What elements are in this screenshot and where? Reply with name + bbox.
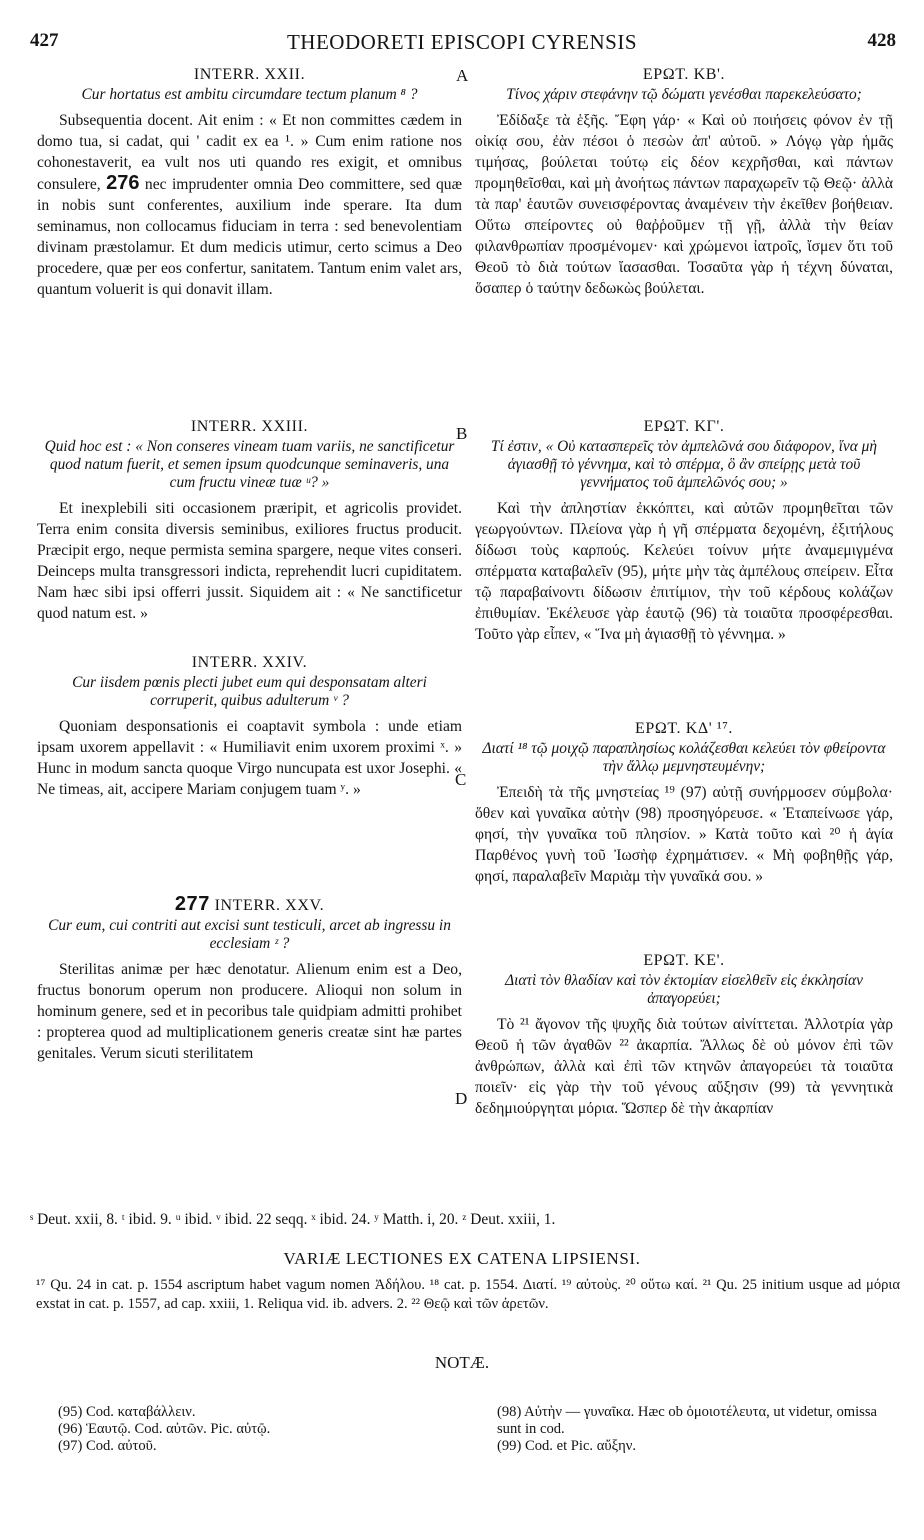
section-heading-text: INTERR. XXV. <box>214 897 325 914</box>
page-header <box>0 30 924 56</box>
page-number-left: 427 <box>30 30 59 51</box>
answer-text: Ἐπειδὴ τὰ τῆς μνηστείας ¹⁹ (97) αὐτῇ συνήρμοσεν σύμβολα· ὅθεν καὶ γυναῖκα αὐτὴν (98) προσηγόρευσε. « Ἐταπείνωσε γάρ, φησί, τὴν γυναῖκα τοῦ πλησίον. » Κατὰ τοῦτο καὶ ²⁰ ἡ ἁγία Παρθένος γυνὴ τοῦ Ἰωσὴφ ἐχρημάτισεν. « Μὴ φοβηθῇς γάρ, φησί, παραλαβεῖν Μαριὰμ τὴν γυναῖκά σου. » <box>475 784 893 885</box>
question-text: Cur hortatus est ambitu circumdare tectum planum ⁸ ? <box>81 86 418 103</box>
question-text: Cur iisdem pœnis plecti jubet eum qui desponsatam alteri corruperit, quibus adulterum ᵛ ? <box>72 674 427 709</box>
greek-section-22 <box>475 64 893 416</box>
question-text: Διατί ¹⁸ τῷ μοιχῷ παραπλησίως κολάζεσθαι κελεύει τὸν φθείροντα τὴν ἄλλῳ μεμνηστευμένην; <box>482 740 886 775</box>
section-heading: INTERR. XXIII. <box>190 418 309 435</box>
greek-section-24 <box>475 718 893 950</box>
margin-letter-b: B <box>456 424 468 443</box>
answer-text: Et inexplebili siti occasionem præripit, et agricolis providet. Terra enim consita diversis seminibus, exiliores fructus producit. Præcipit ergo, neque permista semina spargere, neque vites conseri. Deinceps multa transgressori indicta, reprehendit lucri cupiditatem. Nam hæc sibi ipsi offerri jussit. Siquidem ait : « Ne sanctificetur quod natum est. » <box>37 500 462 622</box>
scripture-footnotes: ˢ Deut. xxii, 8. ᵗ ibid. 9. ᵘ ibid. ᵛ ibid. 22 seqq. ˣ ibid. 24. ʸ Matth. i, 20. ᶻ Deut. xxiii, 1. <box>30 1211 556 1228</box>
latin-section-25 <box>37 894 462 1064</box>
answer-text: Καὶ τὴν ἀπληστίαν ἐκκόπτει, καὶ αὐτῶν προμηθεῖται τῶν γεωργούντων. Πλείονα γὰρ ἡ γῆ σπέρματα δεχομένη, ἐξιτήλους δίδωσι τοὺς καρπούς. Κελεύει τοίνυν μήτε ἀναμεμιγμένα σπέρματα καταβαλεῖν (95), μήτε μὴν τὰς ἀμπέλους σπείρειν. Εἶτα τῷ παραβαίνοντι δίδωσιν ἐπιτίμιον, τὴν τοῦ κέρδους κολάζων ἐπιθυμίαν. Ἐκέλευσε γὰρ ἑαυτῷ (96) τὰ τοιαῦτα προσφέρεσθαι. Τοῦτο γὰρ εἶπεν, « Ἵνα μὴ ἁγιασθῇ τὸ γέννημα. » <box>475 500 893 643</box>
latin-section-24 <box>37 652 462 894</box>
section-heading: ΕΡΩΤ. ΚΕ'. <box>643 952 725 969</box>
answer-text: Τὸ ²¹ ἄγονον τῆς ψυχῆς διὰ τούτων αἰνίττεται. Ἀλλοτρία γὰρ Θεοῦ ἡ τῶν ἀγαθῶν ²² ἀκαρπία. Ἄλλως δὲ οὐ μόνον ἐπὶ τῶν ἀνθρώπων, ἀλλὰ καὶ ἐπὶ τῶν κτηνῶν ἀπαγορεύει τὰ τοιαῦτα ποιεῖν· εἰς γὰρ τὴν τοῦ γένους αὔξησιν (99) τὰ γεννητικὰ δεδημιούργηται μόρια. Ὥσπερ δὲ τὴν ἀκαρπίαν <box>475 1016 893 1117</box>
section-heading: INTERR. XXIV. <box>191 654 308 671</box>
page-number-right: 428 <box>867 30 896 51</box>
running-title: THEODORETI EPISCOPI CYRENSIS <box>286 30 638 54</box>
latin-section-22 <box>37 64 462 416</box>
answer-text: Quoniam desponsationis ei coaptavit symbola : unde etiam ipsam uxorem appellavit : « Humiliavit enim uxorem proximi ˣ. » Hunc in modum sancta quoque Virgo nuncupata est uxor Josephi. « Ne timeas, ait, accipere Mariam conjugem tuam ʸ. » <box>37 718 462 798</box>
margin-letter-d: D <box>455 1089 468 1108</box>
section-heading: ΕΡΩΤ. ΚΔ' ¹⁷. <box>634 720 734 737</box>
variants-text: ¹⁷ Qu. 24 in cat. p. 1554 ascriptum habet vagum nomen Ἀδήλου. ¹⁸ cat. p. 1554. Διατί. ¹⁹ αὐτοὺς. ²⁰ οὕτω καί. ²¹ Qu. 25 initium usque ad μόρια exstat in cat. p. 1557, ad cap. xxiii, 1. Reliqua vid. ib. advers. 2. ²² Θεῷ καὶ τῶν ἀρετῶν. <box>36 1277 900 1312</box>
answer-text: Sterilitas animæ per hæc denotatur. Alienum enim est a Deo, fructus bonorum operum non producere. Alioqui non solum in hominum genere, sed et in pecoribus tale quidpiam admitti prohibet : propterea quod ad multiplicationem generis creatæ sint hæ partes genitales. Verum sicuti sterilitatem <box>37 961 462 1062</box>
question-text: Τίνος χάριν στεφάνην τῷ δώματι γενέσθαι παρεκελεύσατο; <box>506 86 862 103</box>
margin-letter-c: C <box>455 770 467 789</box>
note-95: (95) Cod. καταβάλλειν. <box>58 1404 196 1420</box>
greek-column <box>475 64 893 1119</box>
column-number: 276 <box>106 172 140 194</box>
latin-column <box>37 64 462 1064</box>
note-98: (98) Αὐτὴν — γυναῖκα. Hæc ob ὁμοιοτέλευτα, ut videtur, omissa sunt in cod. <box>497 1404 878 1437</box>
question-text: Διατὶ τὸν θλαδίαν καὶ τὸν ἐκτομίαν εἰσελθεῖν εἰς ἐκκλησίαν ἀπαγορεύει; <box>505 972 863 1007</box>
note-99: (99) Cod. et Pic. αὔξην. <box>497 1438 636 1454</box>
greek-section-25 <box>475 950 893 1119</box>
note-97: (97) Cod. αὐτοῦ. <box>58 1438 157 1454</box>
section-heading: ΕΡΩΤ. ΚΒ'. <box>642 66 726 83</box>
answer-text <box>37 110 462 300</box>
question-text: Quid hoc est : « Non conseres vineam tuam variis, ne sanctificetur quod natum fuerit, et semen ipsum quodcunque seminaveris, una cum fructu vineæ tuæ ᵘ? » <box>44 438 455 491</box>
notes-left <box>58 1404 458 1455</box>
note-96: (96) Ἑαυτῷ. Cod. αὐτῶν. Pic. αὐτῷ. <box>58 1421 271 1437</box>
question-text: Cur eum, cui contriti aut excisi sunt testiculi, arcet ab ingressu in ecclesiam ᶻ ? <box>48 917 451 952</box>
greek-section-23 <box>475 416 893 718</box>
section-heading: ΕΡΩΤ. ΚΓ'. <box>643 418 725 435</box>
answer-part-1: Subsequentia docent. Ait enim : « Et non committes cædem in domo tua, si cadat, qui ' cadit ex ea ¹. » Cum enim ratione nos cohonestaverit, ea vult nos uti quando res exigit, et omnibus consulere, <box>37 112 462 193</box>
question-text: Τί ἐστιν, « Οὐ κατασπερεῖς τὸν ἀμπελῶνά σου διάφορον, ἵνα μὴ ἁγιασθῇ τὸ γέννημα, καὶ τὸ σπέρμα, ὃ ἂν σπείρῃς μετὰ τοῦ γεννήματος τοῦ ἀμπελῶνός σου; » <box>490 438 878 491</box>
margin-letter-a: A <box>456 66 469 85</box>
variants-heading: VARIÆ LECTIONES EX CATENA LIPSIENSI. <box>283 1249 641 1268</box>
answer-text: Ἐδίδαξε τὰ ἑξῆς. Ἔφη γάρ· « Καὶ οὐ ποιήσεις φόνον ἐν τῇ οἰκίᾳ σου, ἐὰν πέσοι ὁ πεσὼν ἀπ' αὐτοῦ. » Λόγῳ γὰρ ἡμᾶς τιμήσας, βούλεται τούτῳ εἰς δέον κεχρῆσθαι, καὶ πάντων προμηθεῖσθαι, καὶ μὴ ἀνοήτως πάντων παραχωρεῖν τῷ Θεῷ· ἀλλὰ τὰ παρ' ἑαυτῶν συνεισφέροντας ἀναμένειν τὴν ἐκεῖθεν βοήθειαν. Οὕτω σπείροντες οὐ θαῤῥοῦμεν τῇ γῇ, ἀλλὰ τὴν θείαν φιλανθρωπίαν προσμένομεν· καὶ χρώμενοι ἰατροῖς, ἴσμεν ὅτι τοῦ Θεοῦ τὸ διὰ τούτων ἴασασθαι. Τοσαῦτα γὰρ ἡ τέχνη δύναται, ὅσαπερ ὁ ταύτην δεδωκὼς βούλεται. <box>475 112 893 297</box>
answer-part-2: nec imprudenter omnia Deo committere, sed quæ in nobis sunt conferentes, auxilium inde sperare. Ita dum seminamus, non collocamus fiduciam in terra : sed benevolentiam divinam præstolamur. Et dum medicis utimur, certo scimus a Deo procedere, quæ per eos confertur, sanitatem. Tantum enim valet ars, quantum voluerit is qui donavit illam. <box>37 176 462 298</box>
latin-section-23 <box>37 416 462 652</box>
section-heading: INTERR. XXII. <box>193 66 306 83</box>
column-number: 277 <box>174 893 210 915</box>
notes-right <box>497 1404 897 1455</box>
notae-heading: NOTÆ. <box>434 1353 490 1372</box>
section-heading <box>37 894 462 916</box>
